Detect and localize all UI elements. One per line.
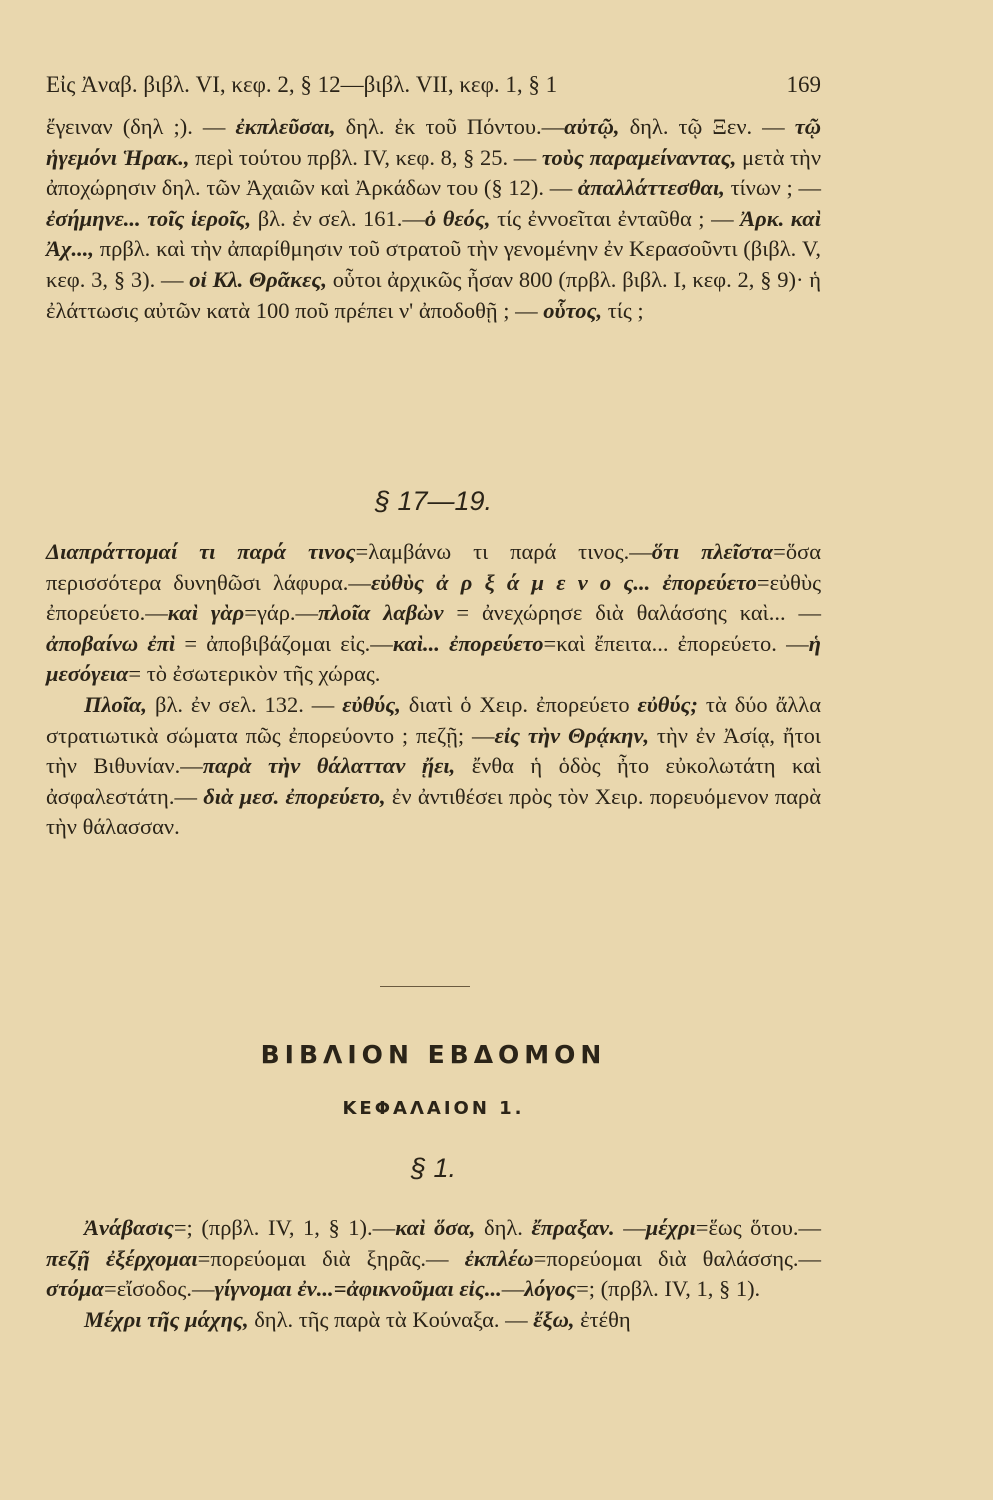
lemma-term: Πλοῖα, [84,691,148,717]
running-header [46,72,821,98]
lemma-term: ἐκπλεῦσαι, [235,114,336,139]
commentary-paragraph [46,690,821,843]
lemma-term: καὶ ὅσα, [395,1215,476,1240]
divider-rule [380,986,470,987]
lemma-term: καὶ γὰρ [167,600,245,626]
gloss-text: = τὸ ἐσωτερικὸν τῆς χώρας. [128,661,381,687]
lemma-term: πλοῖα λαβὼν [318,600,444,626]
gloss-text: δηλ. τῆς παρὰ τὰ Κούναξα. — [248,1306,534,1332]
lemma-term: Μέχρι τῆς μάχης, [84,1306,249,1332]
gloss-text: ἐτέθη [574,1306,631,1332]
commentary-paragraph [46,112,821,326]
gloss-text: πρβλ. καὶ τὴν ἀπαρίθμησιν τοῦ στρατοῦ τὴν γενομένην ἐν Κερασοῦντι (βιβλ. V, κεφ. 3, § 3). — [46,236,821,292]
gloss-text: =; (πρβλ. IV, 1, § 1). [576,1276,761,1302]
lemma-term: εἰς τὴν Θρᾴκην, [494,722,650,748]
lemma-term: μέχρι [645,1215,696,1240]
gloss-text: =εἴσοδος.— [104,1276,215,1302]
lemma-term: ὁ θεός, [424,205,491,231]
lemma-term: παρὰ τὴν θάλατταν ᾔει, [202,753,456,779]
chapter-title: ΚΕΦΑΛΑΙΟΝ 1. [342,1098,525,1119]
lemma-term: εὐθύς, [342,691,401,717]
gloss-text: περὶ τούτου πρβλ. IV, κεφ. 8, § 25. — [189,144,542,170]
page-number: 169 [786,72,821,97]
lemma-term: εὐθὺς ἀ ρ ξ ά μ ε ν ο ς... ἐπορεύετο [370,569,757,595]
lemma-term: Ἀνάβασις [84,1215,174,1240]
gloss-text: ἔγειναν (δηλ ;). — [46,114,236,139]
gloss-text: — [501,1276,525,1302]
lemma-term: καὶ... ἐπορεύετο [392,630,544,656]
gloss-text: =ὅσα περισσότερα δυνηθῶσι λάφυρα.— [46,539,821,595]
commentary-paragraph [46,1213,821,1305]
gloss-text: ἔνθα ἡ ὁδὸς ἦτο εὐκολωτάτη καὶ ἀσφαλεστάτη.— [46,753,822,809]
gloss-text: =ἕως ὅτου.— [695,1215,821,1240]
lemma-term: ὅτι πλεῖστα [651,539,774,564]
lemma-term: ἀπαλλάττεσθαι, [577,175,725,201]
gloss-text: δηλ. ἐκ τοῦ Πόντου.— [335,114,565,139]
gloss-text: =πορεύομαι διὰ ξηρᾶς.— [197,1245,465,1271]
lemma-term: γίγνομαι ἐν...=ἀφικνοῦμαι εἰς... [214,1276,502,1302]
gloss-text: δηλ. [475,1215,532,1240]
lemma-term: εὐθύς; [637,691,698,717]
lemma-term: Διαπράττομαί τι παρά τινος [46,539,356,564]
gloss-text: δηλ. τῷ Ξεν. — [619,114,795,139]
gloss-text: =λαμβάνω τι παρά τινος.— [355,539,652,564]
gloss-text: τίνων ; — [724,175,821,201]
lemma-term: Ἀρκ. καὶ Ἀχ..., [46,205,821,262]
gloss-text: διατὶ ὁ Χειρ. ἐπορεύετο [400,691,638,717]
gloss-text: τὴν ἐν Ἀσίᾳ, ἤτοι τὴν Βιθυνίαν.— [46,722,821,779]
lemma-term: τοὺς παραμείναντας, [541,144,737,170]
gloss-text: = ἀποβιβάζομαι εἰς.— [175,630,393,656]
gloss-text: τίς ἐννοεῖται ἐνταῦθα ; — [490,205,741,231]
commentary-paragraph [46,1305,821,1336]
gloss-text: — [614,1215,646,1240]
lemma-term: οἱ Κλ. Θρᾶκες, [189,266,327,292]
gloss-text: βλ. ἐν σελ. 132. — [147,691,343,717]
lemma-term: πεζῇ ἐξέρχομαι [46,1245,198,1271]
lemma-term: λόγος [524,1276,577,1302]
commentary-block-1 [46,112,821,326]
lemma-term: ἔπραξαν. [531,1215,615,1240]
lemma-term: αὐτῷ, [564,114,620,139]
commentary-block-2 [46,537,821,843]
gloss-text: =γάρ.— [244,600,319,626]
running-title: Εἰς Ἀναβ. βιβλ. VI, κεφ. 2, § 12—βιβλ. VII, κεφ. 1, § 1 [46,72,558,97]
lemma-term: τῷ ἡγεμόνι Ἡρακ., [46,114,821,170]
gloss-text: τὰ δύο ἄλλα στρατιωτικὰ σώματα πῶς ἐπορεύοντο ; πεζῇ; — [46,691,822,748]
commentary-paragraph [46,537,821,690]
gloss-text: = ἀνεχώρησε διὰ θαλάσσης καὶ... — [443,600,821,626]
gloss-text: μετὰ τὴν ἀποχώρησιν δηλ. τῶν Ἀχαιῶν καὶ Ἀρκάδων του (§ 12). — [46,144,821,201]
gloss-text: =πορεύομαι διὰ θαλάσσης.— [533,1245,821,1271]
gloss-text: =; (πρβλ. IV, 1, § 1).— [173,1215,396,1240]
gloss-text: τίς ; [602,297,644,323]
lemma-term: διὰ μεσ. ἐπορεύετο, [203,783,386,809]
section-heading-1: § 1. [410,1153,457,1183]
gloss-text: οὗτοι ἀρχικῶς ἦσαν 800 (πρβλ. βιβλ. I, κεφ. 2, § 9)· ἡ ἐλάττωσις αὐτῶν κατὰ 100 ποῦ πρέπει ν' ἀποδοθῇ ; — [46,266,821,323]
lemma-term: ἀποβαίνω ἐπὶ [46,630,176,656]
section-heading-17-19: § 17—19. [374,486,493,516]
lemma-term: ἔξω, [533,1306,575,1332]
gloss-text: =εὐθὺς ἐπορεύετο.— [46,569,821,626]
lemma-term: ἡ μεσόγεια [46,630,821,687]
lemma-term: στόμα [46,1276,105,1302]
gloss-text: =καὶ ἔπειτα... ἐπορεύετο. — [543,630,809,656]
gloss-text: ἐν ἀντιθέσει πρὸς τὸν Χειρ. πορευόμενον παρὰ τὴν θάλασσαν. [46,783,821,840]
commentary-block-3 [46,1213,821,1335]
lemma-term: ἐκπλέω [464,1245,534,1271]
book-title: ΒΙΒΛΙΟΝ ΕΒΔΟΜΟΝ [260,1040,607,1069]
gloss-text: βλ. ἐν σελ. 161.— [251,205,425,231]
lemma-term: οὗτος, [543,297,603,323]
lemma-term: ἐσήμηνε... τοῖς ἱεροῖς, [46,205,252,231]
